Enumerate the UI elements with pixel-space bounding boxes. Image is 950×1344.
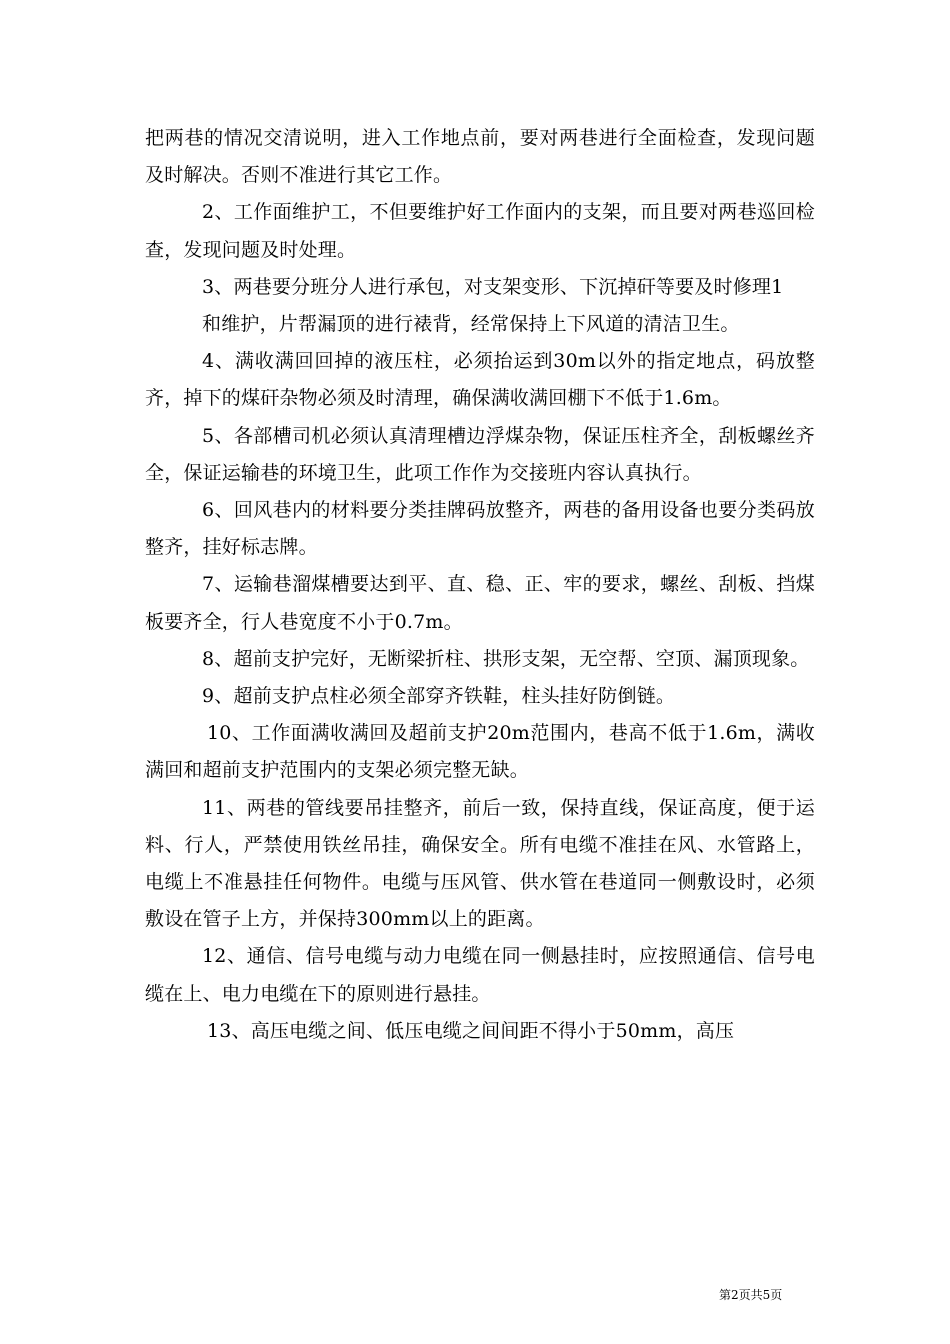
paragraph-continuation: 把两巷的情况交清说明，进入工作地点前，要对两巷进行全面检查，发现问题及时解决。否则不准进行其它工作。 xyxy=(145,127,815,187)
paragraph-item-9: 9、超前支护点柱必须全部穿齐铁鞋，柱头挂好防倒链。 xyxy=(202,685,676,708)
paragraph-item-4: 4、满收满回回掉的液压柱，必须抬运到30m以外的指定地点，码放整齐，掉下的煤矸杂物必须及时清理，确保满收满回棚下不低于1.6m。 xyxy=(145,350,815,410)
paragraph-item-3: 3、两巷要分班分人进行承包，对支架变形、下沉掉矸等要及时修理1 xyxy=(202,275,784,298)
paragraph-item-2: 2、工作面维护工，不但要维护好工作面内的支架，而且要对两巷巡回检查，发现问题及时处理。 xyxy=(145,201,815,261)
body-text xyxy=(145,120,815,1050)
page-number: 第2页共5页 xyxy=(719,1288,783,1302)
paragraph-item-10: 10、工作面满收满回及超前支护20m范围内，巷高不低于1.6m，满收满回和超前支护范围内的支架必须完整无缺。 xyxy=(145,722,815,782)
paragraph-item-11: 11、两巷的管线要吊挂整齐，前后一致，保持直线，保证高度，便于运料、行人，严禁使用铁丝吊挂，确保安全。所有电缆不准挂在风、水管路上，电缆上不准悬挂任何物件。电缆与压风管、供水管在巷道同一侧敷设时，必须敷设在管子上方，并保持300mm以上的距离。 xyxy=(145,796,815,931)
paragraph-item-6: 6、回风巷内的材料要分类挂牌码放整齐，两巷的备用设备也要分类码放整齐，挂好标志牌。 xyxy=(145,499,815,559)
paragraph-item-13: 13、高压电缆之间、低压电缆之间间距不得小于50mm，高压 xyxy=(207,1019,735,1042)
paragraph-item-7: 7、运输巷溜煤槽要达到平、直、稳、正、牢的要求，螺丝、刮板、挡煤板要齐全，行人巷宽度不小于0.7m。 xyxy=(145,573,815,633)
paragraph-item-12: 12、通信、信号电缆与动力电缆在同一侧悬挂时，应按照通信、信号电缆在上、电力电缆在下的原则进行悬挂。 xyxy=(145,945,815,1005)
paragraph-item-3-continued: 和维护，片帮漏顶的进行裱背，经常保持上下风道的清洁卫生。 xyxy=(202,313,740,336)
paragraph-item-8: 8、超前支护完好，无断梁折柱、拱形支架，无空帮、空顶、漏顶现象。 xyxy=(202,647,810,670)
paragraph-item-5: 5、各部槽司机必须认真清理槽边浮煤杂物，保证压柱齐全，刮板螺丝齐全，保证运输巷的环境卫生，此项工作作为交接班内容认真执行。 xyxy=(145,424,815,484)
